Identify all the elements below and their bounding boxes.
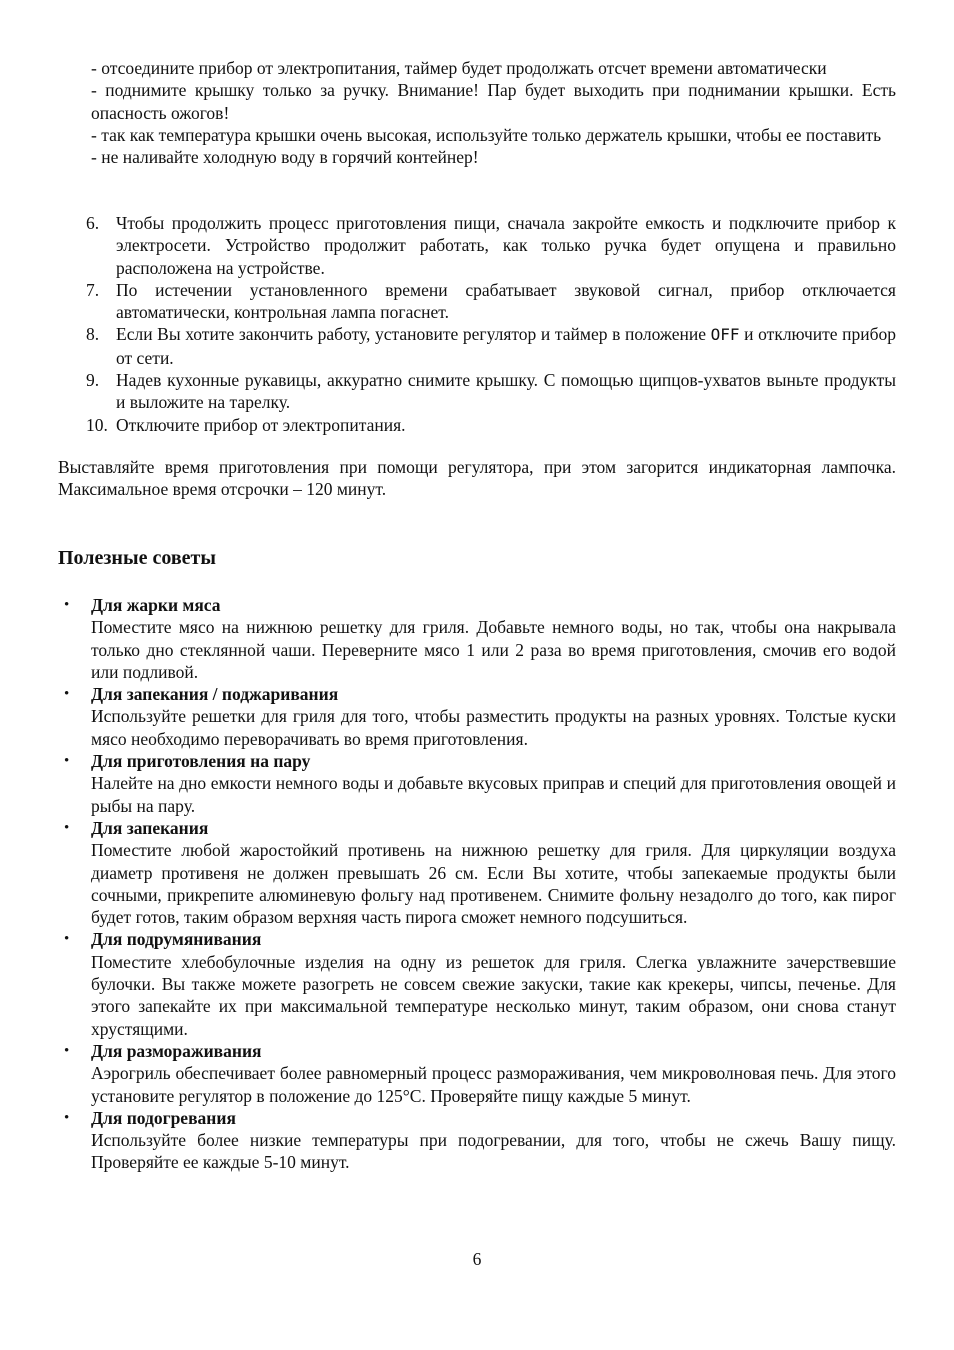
- tip-title: Для размораживания: [91, 1040, 262, 1061]
- bullet-icon: •: [64, 597, 70, 613]
- tip-item: [64, 594, 896, 683]
- step-number: 9.: [86, 370, 100, 391]
- section-title: Полезные советы: [58, 547, 216, 569]
- tip-item: [64, 928, 896, 1039]
- step-item: [86, 414, 896, 436]
- warning-line: - поднимите крышку только за ручку. Внимание! Пар будет выходить при поднимании крышки. Есть опасность ожогов!: [91, 80, 896, 123]
- bullet-icon: •: [64, 686, 70, 703]
- tip-item: [64, 683, 896, 750]
- tip-item: [64, 750, 896, 817]
- step-text: Отключите прибор от электропитания.: [116, 414, 406, 435]
- steps-list: [86, 212, 896, 436]
- warnings-block: [91, 57, 896, 168]
- tip-text: Поместите любой жаростойкий противень на нижнюю решетку для гриля. Для циркуляции воздуха диаметр противеня не должен превышать 26 см. Если Вы хотите, чтобы запекаемые продукты были сочными, прикрепите алюминевую фольгу над противенем. Снимите фольну незадолго до того, как пирог будет готов, таким образом верхняя часть пирога сможет немного подсушиться.: [91, 840, 896, 928]
- bullet-icon: •: [64, 1042, 70, 1059]
- tip-text: Поместите хлебобулочные изделия на одну из решеток для гриля. Слегка увлажните зачерствевшие булочки. Вы также можете разогреть не совсем свежие закуски, такие как крекеры, чипсы, печенье. Для этого запекайте их при максимальной температуре несколько минут, таким образом, они снова станут хрустящими.: [91, 951, 896, 1039]
- step-item: [86, 369, 896, 414]
- tip-title: Для приготовления на пару: [91, 751, 311, 772]
- tip-item: [64, 1040, 896, 1107]
- tips-list: [64, 594, 896, 1174]
- bullet-icon: •: [64, 753, 70, 770]
- tip-title: Для запекания: [91, 817, 209, 838]
- timer-note: Выставляйте время приготовления при помощи регулятора, при этом загорится индикаторная лампочка. Максимальное время отсрочки – 120 минут.: [58, 457, 896, 500]
- tip-item: [64, 817, 896, 928]
- step-text: Надев кухонные рукавицы, аккуратно снимите крышку. С помощью щипцов-ухватов выньте продукты и выложите на тарелку.: [116, 370, 896, 413]
- warning-line: - так как температура крышки очень высокая, используйте только держатель крышки, чтобы ее поставить: [91, 124, 882, 145]
- warning-line: - не наливайте холодную воду в горячий контейнер!: [91, 147, 479, 168]
- tip-title: Для жарки мяса: [91, 595, 221, 615]
- tip-text: Аэрогриль обеспечивает более равномерный процесс размораживания, чем микроволновая печь. Для этого установите регулятор в положение до 125°С. Проверяйте пищу каждые 5 минут.: [91, 1063, 896, 1106]
- step-text: Если Вы хотите закончить работу, установите регулятор и таймер в положение: [116, 324, 707, 345]
- tip-text: Используйте более низкие температуры при подогревании, для того, чтобы не сжечь Вашу пищу. Проверяйте ее каждые 5-10 минут.: [91, 1130, 896, 1173]
- step-item: [86, 323, 896, 369]
- tip-text: Налейте на дно емкости немного воды и добавьте вкусовых приправ и специй для приготовления овощей и рыбы на пару.: [91, 773, 896, 816]
- tip-text: Поместите мясо на нижнюю решетку для гриля. Добавьте немного воды, но так, чтобы она накрывала только дно стеклянной чаши. Переверните мясо 1 или 2 раза во время приготовления, смочив его водой или подливой.: [91, 617, 896, 682]
- step-number: 10.: [86, 414, 108, 435]
- step-number: 8.: [86, 324, 100, 345]
- tip-text: Используйте решетки для гриля для того, чтобы разместить продукты на разных уровнях. Толстые куски мясо необходимо переворачивать во время приготовления.: [91, 706, 896, 749]
- bullet-icon: •: [64, 819, 70, 836]
- bullet-icon: •: [64, 931, 70, 948]
- bullet-icon: •: [64, 1109, 70, 1126]
- warning-line: - отсоедините прибор от электропитания, таймер будет продолжать отсчет времени автоматически: [91, 58, 827, 78]
- tip-title: Для подрумянивания: [91, 929, 262, 950]
- tip-title: Для подогревания: [91, 1107, 236, 1128]
- tip-item: [64, 1107, 896, 1174]
- page-number: 6: [472, 1249, 482, 1269]
- step-text: Чтобы продолжить процесс приготовления пищи, сначала закройте емкость и подключите прибор к электросети. Устройство продолжит работать, как только ручка будет опущена и правильно расположена на устройстве.: [116, 213, 896, 278]
- step-number: 7.: [86, 279, 100, 300]
- step-item: [86, 212, 896, 279]
- off-label: OFF: [710, 325, 740, 345]
- step-text: По истечении установленного времени срабатывает звуковой сигнал, прибор отключается автоматически, контрольная лампа погаснет.: [116, 279, 896, 323]
- step-text: и отключите прибор от сети.: [116, 324, 897, 368]
- tip-title: Для запекания / поджаривания: [91, 684, 339, 705]
- step-item: [86, 279, 896, 324]
- step-number: 6.: [86, 213, 100, 233]
